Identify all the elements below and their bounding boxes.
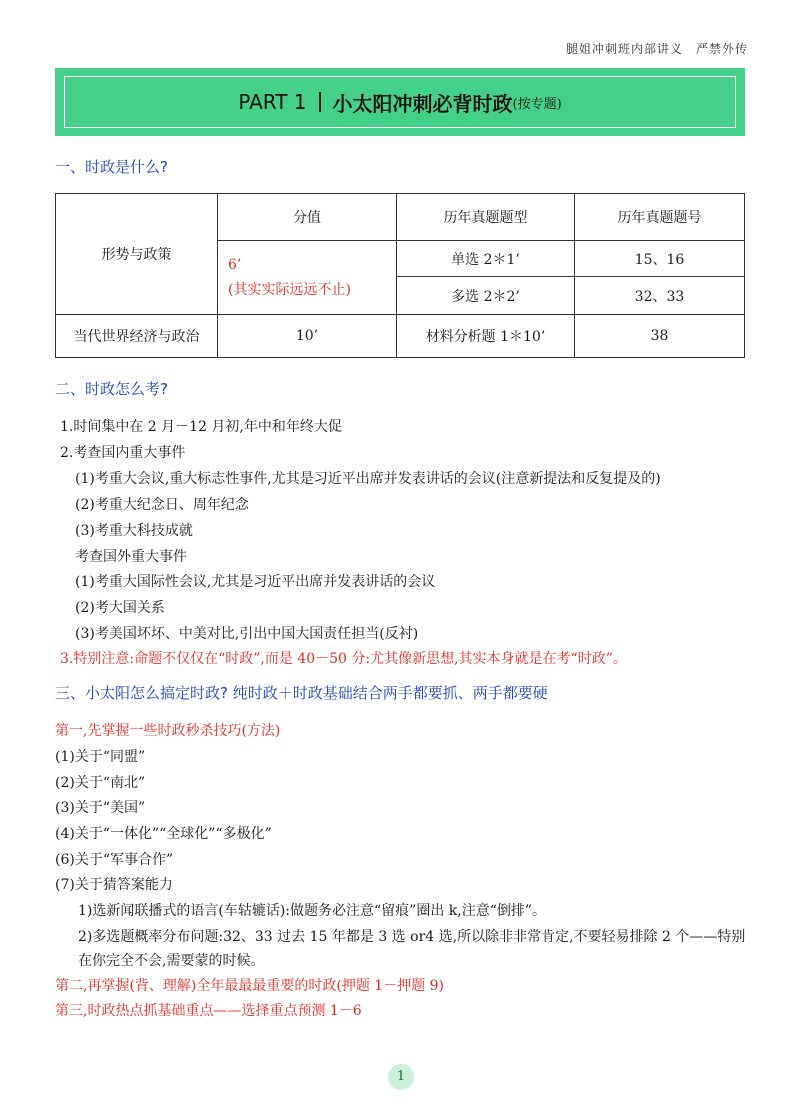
list-item: (4)关于“一体化”“全球化”“多极化” — [55, 826, 272, 842]
list-item: (7)关于猜答案能力 — [55, 877, 173, 893]
list-item: (1)考重大国际性会议,尤其是习近平出席并发表讲话的会议 — [75, 574, 436, 590]
table-label-world-economy: 当代世界经济与政治 — [56, 315, 218, 358]
banner-part: PART 1 — [238, 90, 307, 114]
banner-frame — [64, 76, 736, 128]
header-note: 腿姐冲刺班内部讲义 严禁外传 — [565, 42, 748, 56]
list-item: (3)关于“美国” — [55, 800, 146, 816]
list-item: (2)考重大纪念日、周年纪念 — [75, 497, 249, 513]
list-item: 在你完全不会,需要蒙的时候。 — [78, 953, 265, 969]
part-banner — [55, 68, 745, 136]
list-item: 1)选新闻联播式的语言(车轱辘话):做题务必注意“留痕”圈出 k,注意“倒排”。 — [78, 903, 547, 919]
score-note: (其实实际远远不止) — [228, 281, 351, 298]
table-type-multi: 多选 2＊2’ — [397, 277, 575, 315]
page-number: 1 — [388, 1064, 414, 1090]
table-number-single: 15、16 — [575, 241, 745, 277]
list-item: 1.时间集中在 2 月－12 月初,年中和年终大促 — [60, 419, 342, 435]
table-number-material: 38 — [575, 315, 745, 358]
list-item: (3)考美国坏坏、中美对比,引出中国大国责任担当(反衬) — [75, 626, 419, 642]
list-item: (1)关于“同盟” — [55, 749, 146, 765]
table-type-material: 材料分析题 1＊10’ — [397, 315, 575, 358]
table-header-type: 历年真题题型 — [397, 194, 575, 241]
special-note: 3.特别注意:命题不仅仅在“时政”,而是 40－50 分:尤其像新思想,其实本身就是在考“时政”。 — [60, 651, 627, 667]
banner-subtitle: (按专题) — [512, 96, 562, 112]
list-item: (6)关于“军事合作” — [55, 852, 174, 868]
method-first: 第一,先掌握一些时政秒杀技巧(方法) — [55, 723, 281, 739]
banner-title: 小太阳冲刺必背时政 — [332, 91, 513, 116]
list-item: 2.考查国内重大事件 — [60, 445, 186, 461]
list-item: (2)考大国关系 — [75, 600, 165, 616]
list-item: (3)考重大科技成就 — [75, 523, 193, 539]
list-item: 2)多选题概率分布问题:32、33 过去 15 年都是 3 选 or4 选,所以除非非常肯定,不要轻易排除 2 个——特别 — [78, 929, 746, 945]
table-score-policy — [218, 241, 397, 315]
table-header-score: 分值 — [218, 194, 397, 241]
score-value: 6’ — [228, 256, 242, 273]
section-2-title: 二、时政怎么考? — [55, 380, 168, 398]
table-label-policy: 形势与政策 — [56, 194, 218, 315]
table-score-world-economy: 10’ — [218, 315, 397, 358]
method-third: 第三,时政热点抓基础重点——选择重点预测 1－6 — [55, 1003, 362, 1019]
table-number-multi: 32、33 — [575, 277, 745, 315]
list-item: (1)考重大会议,重大标志性事件,尤其是习近平出席并发表讲话的会议(注意新提法和反复提及的) — [75, 471, 661, 487]
list-item: (2)关于“南北” — [55, 775, 146, 791]
table-type-single: 单选 2＊1’ — [397, 241, 575, 277]
banner-divider — [319, 92, 321, 112]
exam-score-table — [55, 193, 745, 358]
list-item: 考查国外重大事件 — [75, 549, 187, 565]
method-second: 第二,再掌握(背、理解)全年最最最重要的时政(押题 1－押题 9) — [55, 978, 445, 994]
section-3-title: 三、小太阳怎么搞定时政? 纯时政＋时政基础结合两手都要抓、两手都要硬 — [55, 684, 548, 702]
table-header-number: 历年真题题号 — [575, 194, 745, 241]
section-1-title: 一、时政是什么? — [55, 158, 168, 176]
